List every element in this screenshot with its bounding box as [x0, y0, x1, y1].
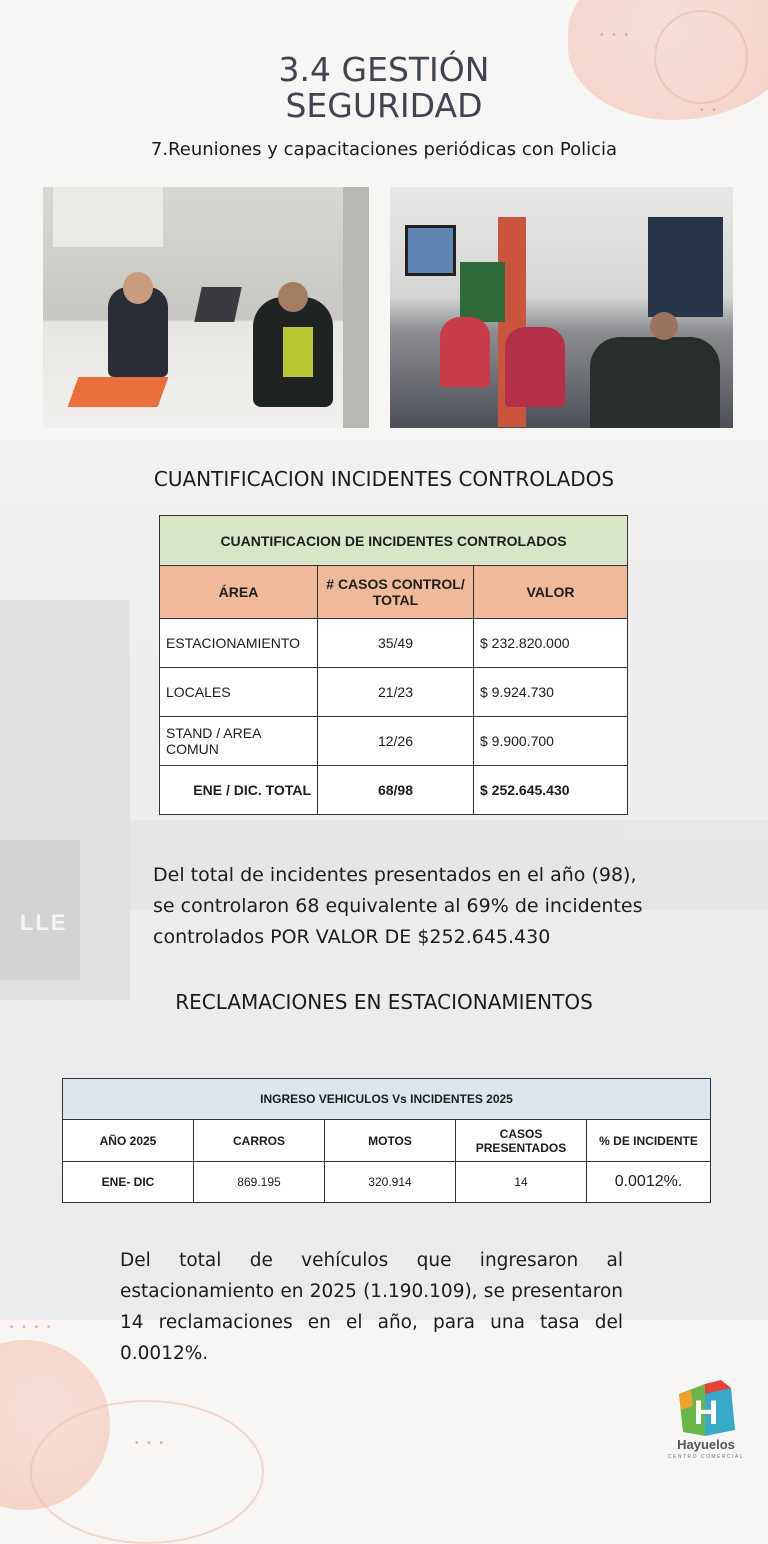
cell-area: LOCALES [160, 668, 318, 717]
incidents-table [159, 515, 628, 815]
cell-total-label: ENE / DIC. TOTAL [160, 766, 318, 815]
cell-cases: 21/23 [318, 668, 474, 717]
column-header-year: AÑO 2025 [63, 1120, 194, 1162]
column-header-cars: CARROS [194, 1120, 325, 1162]
logo-tagline: CENTRO COMERCIAL [667, 1454, 745, 1460]
table-total-row [160, 766, 628, 815]
cell-cases: 35/49 [318, 619, 474, 668]
photo-police-training [390, 187, 733, 428]
cell-total-value: $ 252.645.430 [474, 766, 628, 815]
incidents-table-header: CUANTIFICACION DE INCIDENTES CONTROLADOS [160, 516, 628, 566]
section-title-claims: RECLAMACIONES EN ESTACIONAMIENTOS [175, 990, 593, 1014]
table-row [63, 1162, 711, 1203]
claims-summary-paragraph: Del total de vehículos que ingresaron al estacionamiento en 2025 (1.190.109), se presentaron 14 reclamaciones en el año, para una tasa del 0.0012%. [120, 1250, 623, 1364]
page-subtitle: 7.Reuniones y capacitaciones periódicas con Policia [150, 139, 618, 160]
photo-office-meeting [43, 187, 369, 428]
cell-cars: 869.195 [194, 1162, 325, 1203]
column-header-cases: CASOS PRESENTADOS [456, 1120, 587, 1162]
decorative-dots: • • • [135, 1438, 167, 1449]
column-header-cases: # CASOS CONTROL/ TOTAL [318, 566, 474, 619]
table-row [160, 717, 628, 766]
svg-text:H: H [693, 1394, 719, 1432]
decorative-dots: • • • [600, 30, 632, 41]
vehicles-table [62, 1078, 711, 1203]
cell-area: ESTACIONAMIENTO [160, 619, 318, 668]
cell-incident-percent: 0.0012%. [587, 1162, 711, 1203]
cell-cases: 12/26 [318, 717, 474, 766]
title-line-2: SEGURIDAD [285, 86, 483, 125]
table-row [160, 668, 628, 717]
decorative-dots: • • • • [10, 1322, 54, 1333]
title-line-1: 3.4 GESTIÓN [278, 50, 490, 89]
incidents-summary-paragraph: Del total de incidentes presentados en el año (98), se controlaron 68 equivalente al 69% de incidentes controlados POR VALOR DE $252.645.430 [153, 864, 643, 948]
decorative-dots: • • [700, 105, 719, 116]
cell-cases: 14 [456, 1162, 587, 1203]
cell-period: ENE- DIC [63, 1162, 194, 1203]
column-header-value: VALOR [474, 566, 628, 619]
cell-motorcycles: 320.914 [325, 1162, 456, 1203]
vehicles-table-header: INGRESO VEHICULOS Vs INCIDENTES 2025 [63, 1079, 711, 1120]
cell-value: $ 232.820.000 [474, 619, 628, 668]
section-title-incidents: CUANTIFICACION INCIDENTES CONTROLADOS [153, 467, 615, 491]
cell-total-cases: 68/98 [318, 766, 474, 815]
logo-name: Hayuelos [677, 1437, 735, 1452]
background-right-wall [620, 560, 768, 840]
decorative-ring-bottom [30, 1400, 264, 1544]
hayuelos-logo-icon [675, 1380, 737, 1440]
table-row [160, 619, 628, 668]
cell-value: $ 9.924.730 [474, 668, 628, 717]
background-sign-letters: LLE [20, 910, 68, 935]
column-header-area: ÁREA [160, 566, 318, 619]
page-title [0, 52, 768, 124]
column-header-motorcycles: MOTOS [325, 1120, 456, 1162]
column-header-incident-percent: % DE INCIDENTE [587, 1120, 711, 1162]
cell-area: STAND / AREA COMUN [160, 717, 318, 766]
cell-value: $ 9.900.700 [474, 717, 628, 766]
